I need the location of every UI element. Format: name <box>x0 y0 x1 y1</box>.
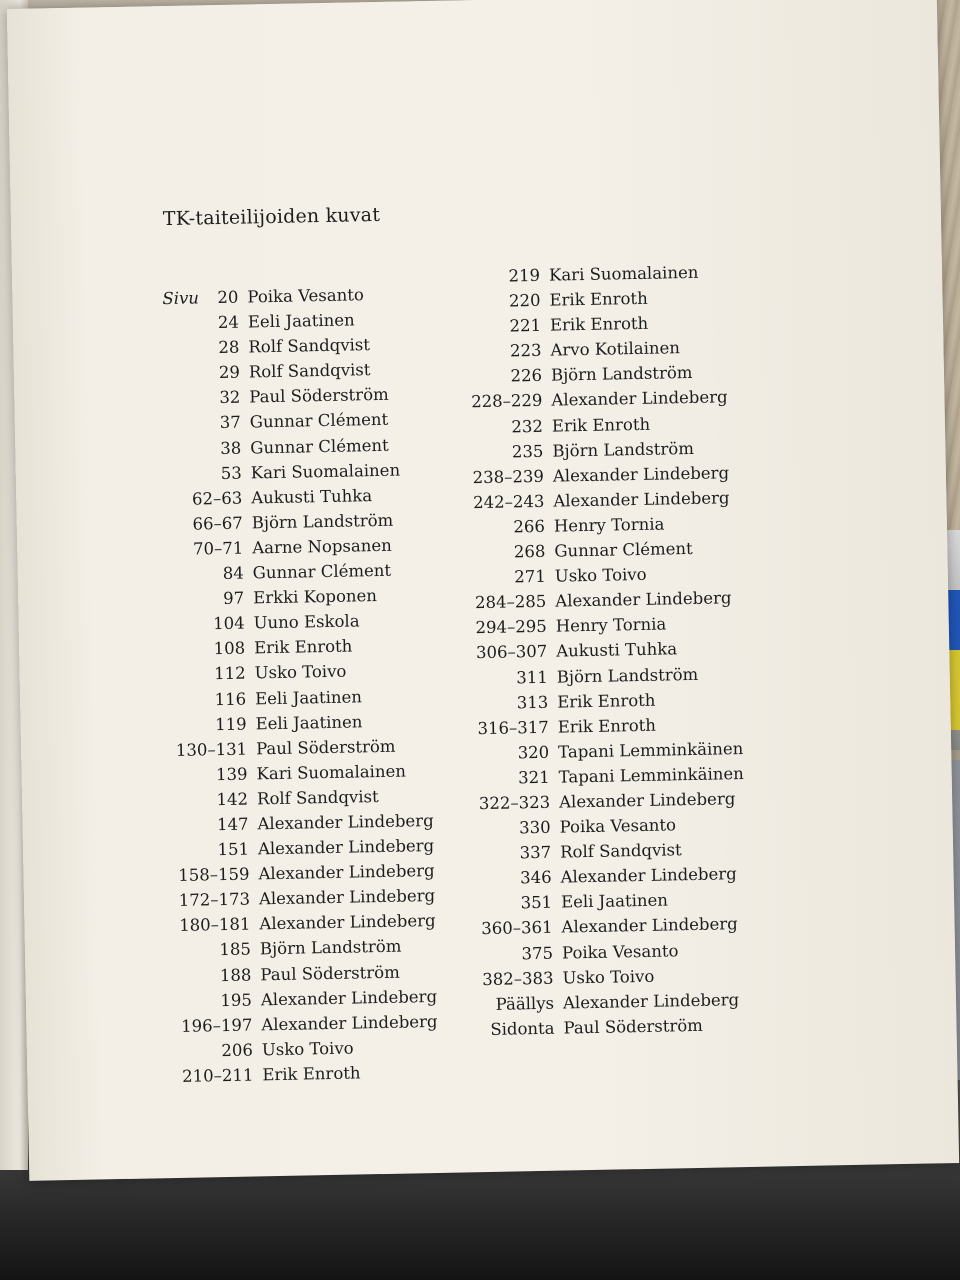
artist-name: Usko Toivo <box>261 1038 354 1060</box>
page-number <box>465 940 562 967</box>
artist-name: Rolf Sandqvist <box>248 360 371 382</box>
page-number <box>455 413 552 440</box>
artist-name: Paul Söderström <box>563 1015 704 1038</box>
page-number-text: Päällys <box>495 993 555 1014</box>
page-number-text: Sidonta <box>490 1018 555 1039</box>
page-number-text: 147 <box>216 814 249 835</box>
page-number <box>165 410 250 437</box>
artist-name: Eeli Jaatinen <box>255 711 363 733</box>
page-number <box>452 263 549 290</box>
page-number <box>170 686 255 713</box>
list-item <box>176 1009 438 1039</box>
page-number-text: 28 <box>218 337 240 358</box>
artist-name: Tapani Lemminkäinen <box>558 763 744 787</box>
list-item <box>171 758 433 788</box>
page-prefix-label: Sivu <box>162 288 200 309</box>
page-number <box>457 539 554 566</box>
page-number-text: 188 <box>219 965 252 985</box>
artist-name: Erik Enroth <box>549 313 649 335</box>
book-page <box>7 0 959 1181</box>
page-number <box>171 761 256 788</box>
page-number <box>462 815 559 842</box>
page-number <box>167 535 252 562</box>
right-column <box>452 259 749 1042</box>
artist-name: Gunnar Clément <box>554 539 693 561</box>
page-number <box>462 790 559 817</box>
artist-name: Rolf Sandqvist <box>559 840 682 862</box>
page-number <box>460 664 557 691</box>
page-number-text: 24 <box>217 312 240 333</box>
page-number-text: 220 <box>508 290 541 311</box>
page-number <box>164 385 249 412</box>
page-number <box>177 1037 262 1064</box>
page-number-text: 311 <box>516 667 548 687</box>
artist-name: Poika Vesanto <box>561 940 679 963</box>
artist-name: Alexander Lindeberg <box>259 911 436 934</box>
artist-name: Alexander Lindeberg <box>553 488 730 511</box>
artist-name: Björn Landström <box>550 363 693 386</box>
page-number-text: 223 <box>509 341 542 361</box>
page-number-text: 210–211 <box>181 1065 254 1086</box>
page-number <box>455 438 552 465</box>
artist-name: Eeli Jaatinen <box>247 310 355 332</box>
page-number <box>166 485 251 512</box>
page-number-text: 104 <box>212 613 245 634</box>
page-number-text: 196–197 <box>180 1015 253 1036</box>
page-number <box>461 764 558 791</box>
page-number-text: 142 <box>216 789 249 810</box>
page-number-text: 70–71 <box>192 538 244 559</box>
page-number-text: 130–131 <box>175 739 248 760</box>
page-number-text: 151 <box>217 839 250 860</box>
page-number-text: 313 <box>516 692 549 712</box>
page-number-text: 226 <box>510 366 543 386</box>
page-number <box>460 689 557 716</box>
artist-name: Alexander Lindeberg <box>551 387 728 411</box>
page-number <box>453 338 550 365</box>
page-number <box>173 862 258 889</box>
page-number <box>466 1015 563 1042</box>
page-number <box>172 786 257 813</box>
page-number <box>168 611 253 638</box>
page-number <box>454 388 551 415</box>
page-number <box>461 739 558 766</box>
artist-name: Gunnar Clément <box>252 560 392 583</box>
page-number-text: 172–173 <box>178 889 251 911</box>
page-number-text: 360–361 <box>481 918 553 939</box>
page-number <box>169 661 254 688</box>
page-number-text: 320 <box>517 742 550 763</box>
artist-name: Erik Enroth <box>549 288 648 310</box>
page-number-text: 97 <box>223 588 245 609</box>
page-number <box>166 460 251 487</box>
page-number-text: 375 <box>521 943 554 963</box>
list-item <box>167 557 429 587</box>
artist-name: Björn Landström <box>552 438 695 461</box>
list-item <box>177 1059 439 1089</box>
artist-name: Erik Enroth <box>551 414 651 436</box>
page-number <box>171 736 256 763</box>
page-number-text: 316–317 <box>477 717 549 738</box>
page-number-text: 185 <box>219 939 252 960</box>
artist-name: Tapani Lemminkäinen <box>558 738 744 762</box>
page-number-text: 139 <box>215 764 248 784</box>
page-number-text: 235 <box>511 441 544 462</box>
page-number-text: 84 <box>222 563 244 584</box>
page-number-text: 108 <box>213 638 246 659</box>
page-number <box>167 510 252 537</box>
artist-name: Alexander Lindeberg <box>258 886 436 909</box>
page-number <box>464 915 561 942</box>
artist-name: Björn Landström <box>556 664 699 687</box>
page-number-text: 38 <box>220 438 242 458</box>
page-number <box>163 310 248 337</box>
page-number <box>466 990 563 1017</box>
artist-name: Henry Tornia <box>555 614 667 636</box>
artist-name: Henry Tornia <box>553 514 665 536</box>
artist-name: Paul Söderström <box>249 385 389 407</box>
artist-name: Kari Suomalainen <box>548 262 699 285</box>
page-number <box>173 836 258 863</box>
artist-name: Alexander Lindeberg <box>552 463 730 486</box>
page-number <box>459 614 556 641</box>
page-number-text: 219 <box>508 265 541 286</box>
page-number-text: 266 <box>513 516 546 537</box>
artist-name: Gunnar Clément <box>250 435 389 458</box>
page-number <box>457 514 554 541</box>
artist-name: Aukusti Tuhka <box>556 639 678 662</box>
artist-name: Alexander Lindeberg <box>260 986 438 1009</box>
page-number-text: 337 <box>519 842 552 863</box>
page-number <box>176 987 261 1014</box>
page-number-text: 322–323 <box>478 792 551 814</box>
page-number-text: 20 <box>217 287 239 308</box>
page-number <box>175 962 260 989</box>
artist-name: Alexander Lindeberg <box>555 588 732 611</box>
artist-name: Erik Enroth <box>557 690 656 712</box>
artist-name: Paul Söderström <box>255 736 396 759</box>
page-number <box>454 363 551 390</box>
page-number-text: 112 <box>213 663 246 684</box>
artist-name: Rolf Sandqvist <box>256 786 379 809</box>
page-number-text: 206 <box>221 1040 254 1060</box>
artist-name: Usko Toivo <box>554 564 647 586</box>
page-number <box>456 463 553 490</box>
page-number <box>165 435 250 462</box>
page-number <box>174 887 259 914</box>
page-number-text: 180–181 <box>179 914 251 936</box>
artist-name: Erik Enroth <box>557 715 657 737</box>
page-number-text: 321 <box>518 767 550 788</box>
page-number-text: 306–307 <box>475 642 548 663</box>
page-number <box>458 589 555 616</box>
page-number-text: 382–383 <box>482 968 554 989</box>
page-number <box>452 288 549 315</box>
page-number <box>169 636 254 663</box>
artist-name: Björn Landström <box>251 510 394 533</box>
page-number-text: 330 <box>518 817 551 838</box>
artist-name: Erik Enroth <box>262 1063 361 1085</box>
page-number <box>170 711 255 738</box>
page-number <box>463 865 560 892</box>
page-number-text: 346 <box>519 867 552 888</box>
page-number-text: 268 <box>513 541 546 562</box>
page-number <box>463 840 560 867</box>
artist-name: Alexander Lindeberg <box>257 810 434 834</box>
page-number-text: 32 <box>219 388 241 408</box>
page-number-text: 29 <box>218 362 241 383</box>
artist-name: Erik Enroth <box>253 636 353 658</box>
artist-name: Uuno Eskola <box>253 611 360 633</box>
page-number-text: 221 <box>509 316 542 336</box>
page-number <box>456 488 553 515</box>
artist-name: Alexander Lindeberg <box>558 789 736 812</box>
page-number <box>174 912 259 939</box>
page-number <box>453 313 550 340</box>
page-number-text: 62–63 <box>191 488 243 509</box>
artist-name: Kari Suomalainen <box>256 761 407 784</box>
page-number-text: 242–243 <box>472 491 545 513</box>
page-number-text: 228–229 <box>471 391 543 412</box>
page-number-text: 119 <box>214 714 247 734</box>
artist-name: Usko Toivo <box>562 966 655 988</box>
artist-name: Eeli Jaatinen <box>560 890 669 912</box>
artist-name: Alexander Lindeberg <box>562 989 740 1013</box>
page-number-text: 271 <box>514 566 547 587</box>
page-number <box>164 360 249 387</box>
page-title: TK-taiteilijoiden kuvat <box>162 203 381 231</box>
page-number <box>459 639 556 666</box>
artist-name: Poika Vesanto <box>247 285 364 307</box>
page-number-text: 66–67 <box>192 513 243 534</box>
page-number <box>176 1012 261 1039</box>
page-number <box>167 560 252 587</box>
artist-name: Aukusti Tuhka <box>251 485 373 508</box>
page-number-text: 351 <box>520 893 553 913</box>
list-item <box>166 457 428 487</box>
artist-name: Gunnar Clément <box>249 410 389 432</box>
left-column <box>162 281 439 1089</box>
page-number <box>458 564 555 591</box>
artist-name: Alexander Lindeberg <box>261 1011 438 1035</box>
artist-name: Alexander Lindeberg <box>560 864 737 887</box>
page-number <box>163 335 248 362</box>
page-number <box>172 811 257 838</box>
artist-name: Erkki Koponen <box>253 586 378 608</box>
page-number <box>460 714 557 741</box>
page-number-text: 284–285 <box>474 592 547 613</box>
artist-name: Aarne Nopsanen <box>252 535 392 558</box>
page-number-text: 195 <box>220 990 253 1010</box>
list-item <box>466 1012 749 1043</box>
page-number-text: 232 <box>511 416 544 436</box>
page-number-text: 53 <box>220 463 242 483</box>
page-number <box>162 284 247 311</box>
artist-name: Björn Landström <box>259 937 402 959</box>
artist-name: Kari Suomalainen <box>250 460 401 483</box>
artist-name: Usko Toivo <box>254 662 347 683</box>
artist-name: Alexander Lindeberg <box>561 914 738 937</box>
page-number-text: 238–239 <box>472 466 545 487</box>
page-number-text: 158–159 <box>178 864 250 886</box>
page-number <box>177 1062 262 1089</box>
artist-name: Alexander Lindeberg <box>257 836 435 859</box>
page-number <box>175 937 260 964</box>
artist-name: Rolf Sandqvist <box>248 335 371 357</box>
page-number <box>168 586 253 613</box>
artist-name: Poika Vesanto <box>559 815 677 837</box>
artist-name: Alexander Lindeberg <box>258 861 435 884</box>
page-number-text: 37 <box>219 413 242 433</box>
artist-name: Eeli Jaatinen <box>254 686 363 708</box>
page-number <box>464 890 561 917</box>
artist-name: Arvo Kotilainen <box>550 338 681 360</box>
page-number-text: 294–295 <box>475 617 547 638</box>
page-number-text: 116 <box>214 689 247 709</box>
page-number <box>465 965 562 992</box>
artist-name: Paul Söderström <box>260 962 400 984</box>
